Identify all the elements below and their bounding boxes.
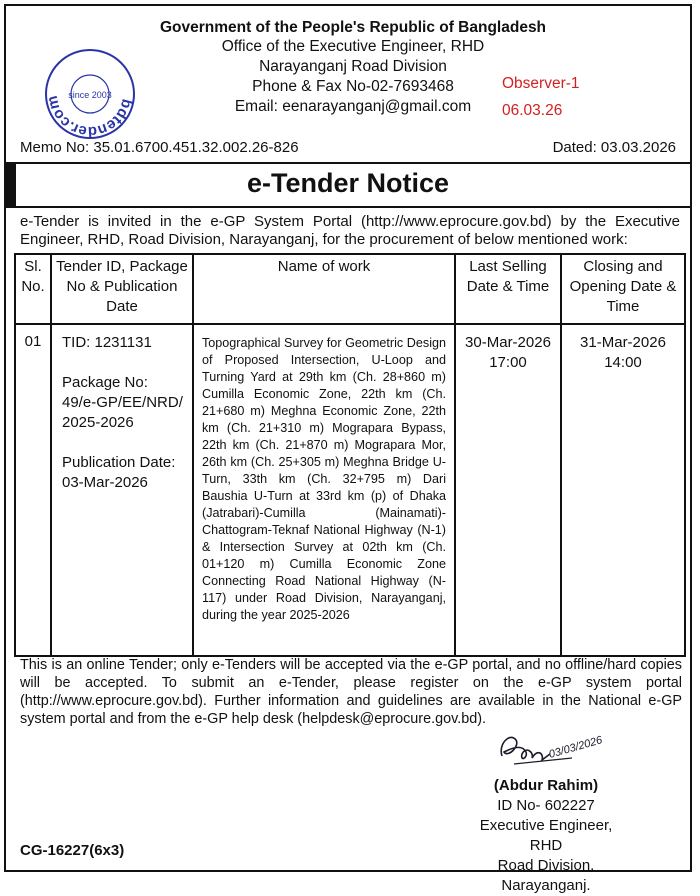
phone-fax: Phone & Fax No-02-7693468 <box>252 78 454 95</box>
observer-date: 06.03.26 <box>502 102 563 119</box>
header-last-selling: Last Selling Date & Time <box>455 254 561 324</box>
signature-date: 03/03/2026 <box>547 734 604 761</box>
cell-work-description: Topographical Survey for Geometric Design of Proposed Intersection, U-Loop and Turning Yard at 29th km (Ch. 28+860 m) Cumilla Economic Zone, 22th km (Ch. 21+680 m) Meghna Economic Zone, 22th km (Ch. 21+310 m) Mograpara Bypass, 22th km (Ch. 21+870 m) Mograpara Mor, 26th km (Ch. 25+305 m) Meghna Bridge U-Turn, 33th km (Ch. 32+795 m) Dari Baushia U-Turn at 33rd km (p) of Dhaka (Jatrabari)-Cumilla (Mainamati)-Chattogram-Teknaf National Highway (N-1) & Intersection Survey at 02th km (Ch. 01+120 m) Cumilla Economic Zone Connecting Road National Highway (N-117) under Road Division, Narayanganj, during the year 2025-2026 <box>193 324 455 656</box>
closing-date: 31-Mar-2026 <box>580 334 666 351</box>
cell-last-selling <box>455 324 561 656</box>
division-name: Narayanganj Road Division <box>259 58 447 75</box>
cell-tender-info <box>51 324 193 656</box>
observer-label: Observer-1 <box>502 75 580 92</box>
page-title: e-Tender Notice <box>246 168 450 198</box>
office-name: Office of the Executive Engineer, RHD <box>221 38 485 55</box>
signatory-office: Road Division, Narayanganj. <box>497 857 595 894</box>
memo-number: Memo No: 35.01.6700.451.32.002.26-826 <box>20 139 299 156</box>
signature-block <box>466 776 626 896</box>
cg-code: CG-16227(6x3) <box>20 842 125 859</box>
signatory-name: (Abdur Rahim) <box>493 777 599 794</box>
table-row <box>15 324 685 656</box>
email-address: Email: eenarayanganj@gmail.com <box>234 98 472 115</box>
package-number: 49/e-GP/EE/NRD/ <box>62 394 183 411</box>
closing-time: 14:00 <box>604 354 642 371</box>
last-selling-date: 30-Mar-2026 <box>465 334 551 351</box>
stamp-since-text: since 2003 <box>68 90 112 100</box>
tender-notice-page <box>4 4 692 894</box>
memo-date: Dated: 03.03.2026 <box>552 139 676 156</box>
publication-date: 03-Mar-2026 <box>62 474 148 491</box>
government-name: Government of the People's Republic of Bangladesh <box>159 19 547 36</box>
header-work: Name of work <box>193 254 455 324</box>
intro-paragraph: e-Tender is invited in the e-GP System Portal (http://www.eprocure.gov.bd) by the Executive Engineer, RHD, Road Division, Narayanganj, for the procurement of below mentioned work: <box>20 213 680 248</box>
header-sl: Sl. No. <box>15 254 51 324</box>
signatory-designation: Executive Engineer, RHD <box>479 817 613 854</box>
observer-note <box>502 70 580 124</box>
title-bar <box>6 162 690 208</box>
tender-id: TID: 1231131 <box>62 334 152 351</box>
publication-label: Publication Date: <box>62 454 176 471</box>
header-tender: Tender ID, Package No & Publication Date <box>51 254 193 324</box>
stamp-brand-text: bdtender.com <box>44 94 136 140</box>
office-header <box>6 19 694 117</box>
cell-closing <box>561 324 685 656</box>
signatory-id: ID No- 602227 <box>497 797 595 814</box>
package-label: Package No: <box>62 374 148 391</box>
last-selling-time: 17:00 <box>489 354 527 371</box>
footer-instructions: This is an online Tender; only e-Tenders will be accepted via the e-GP portal, and no offline/hard copies will be accepted. To submit an e-Tender, please register on the e-GP system portal (http://www.eprocure.gov.bd). Further information and guidelines are available in the National e-GP system portal and from the e-GP help desk (helpdesk@eprocure.gov.bd). <box>20 657 682 727</box>
table-header-row <box>15 254 685 324</box>
cell-sl: 01 <box>15 324 51 656</box>
signature-icon <box>492 718 632 774</box>
tender-table <box>14 253 686 657</box>
header-closing: Closing and Opening Date & Time <box>561 254 685 324</box>
package-year: 2025-2026 <box>62 414 134 431</box>
